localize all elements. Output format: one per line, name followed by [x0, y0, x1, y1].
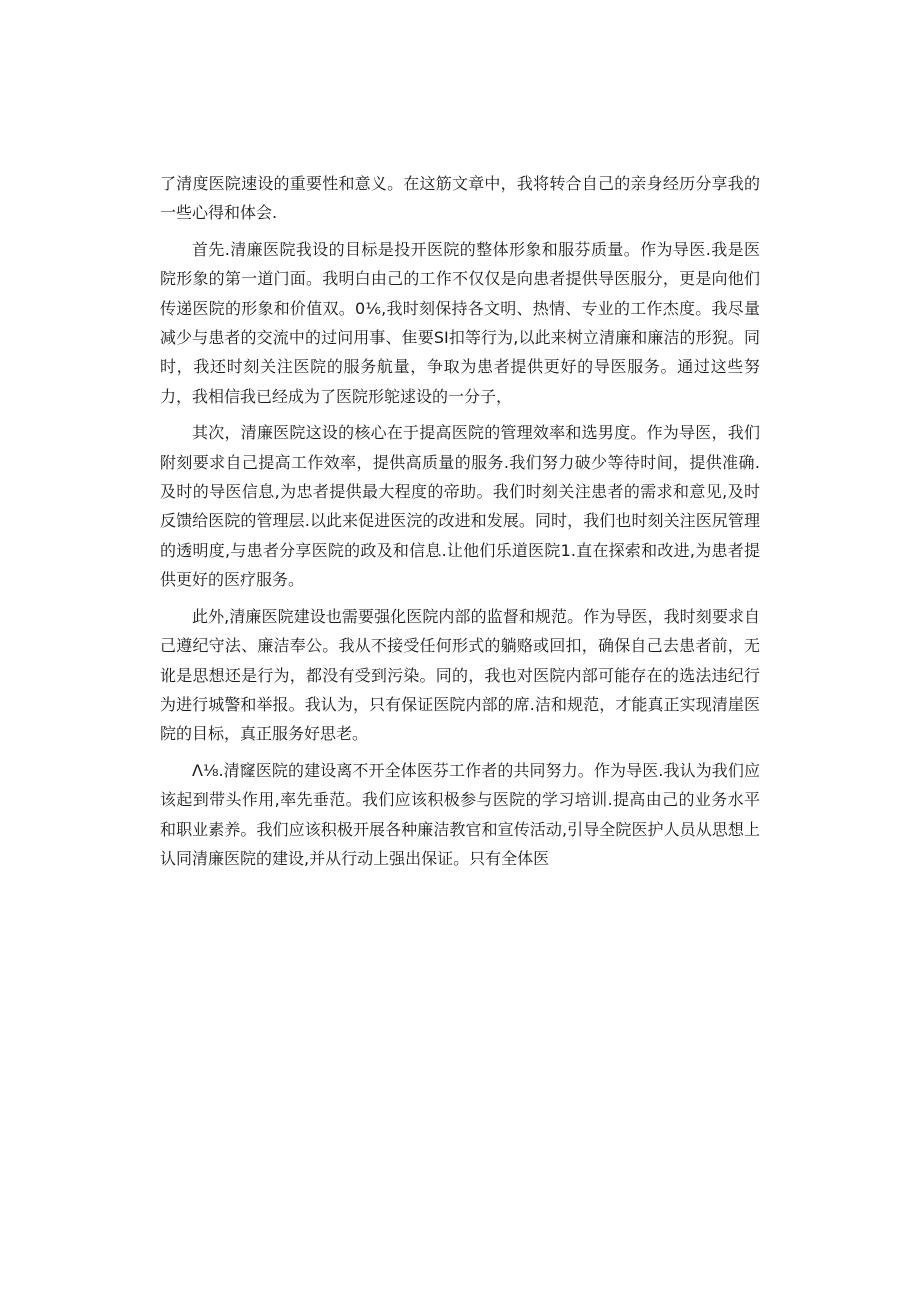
- paragraph-second: 其次，清廉医院这设的核心在于提高医院的管理效率和选男度。作为导医，我们附刻要求自己提高工作效率，提供高质量的服务.我们努力破少等待时间，提供准确.及时的导医信息,为忠者提供最大程度的帝助。我们时刻关注患者的需求和意见,及时反馈给医院的管理层.以此来促进医浣的改进和发展。同时，我们也时刻关注医尻管理的透明度,与患者分享医院的政及和信息.让他们乐道医院1.直在探索和改进,为患者提供更好的医疗服务。: [160, 423, 760, 590]
- paragraph-continued: 了清度医院速设的重要性和意义。在这筋文章中，我将转合自己的亲身经历分享我的一些心得和体会.: [160, 174, 760, 223]
- paragraph-first: 首先.清廉医院我设的目标是投开医院的整体形象和服芬质量。作为导医.我是医院形象的第一道门面。我明白由己的工作不仅仅是向患者提供导医服分，更是向他们传递医院的形象和价值双。0⅙,我时刻保持各文明、热情、专业的工作杰度。我尽量减少与患者的交流中的过问用事、隹要SI扣等行为,以此来树立清廉和廉洁的形猊。同时，我还时刻关注医院的服务航量，争取为患者提供更好的导医服务。通过这些努力，我相信我已经成为了医院形鸵逑设的一分子，: [160, 239, 760, 406]
- paragraph-fourth: Λ⅛.清窿医院的建设离不开全体医芬工作者的共同努力。作为导医.我认为我们应该起到带头作用,率先垂范。我们应该积极参与医院的学习培训.提高由己的业务水平和职业素养。我们应该积极开展各种廉洁教官和宣传活动,引导全院医护人员从思想上认同清廉医院的建设,并从行动上强出保证。只有全体医: [160, 760, 760, 868]
- paragraph-third: 此外,清廉医院建设也需要强化医院内部的监督和规范。作为导医，我时刻要求自己遵纪守法、廉洁奉公。我从不接受任何形式的躺赂或回扣，确保自己去患者前，无讹是思想还是行为，都没有受到污染。同的，我也对医院内部可能存在的选法违纪行为进行城警和举报。我认为，只有保证医院内部的席.洁和规范，才能真正实现清崖医院的目标，真正服务好思老。: [160, 606, 760, 744]
- document-body: [160, 169, 760, 880]
